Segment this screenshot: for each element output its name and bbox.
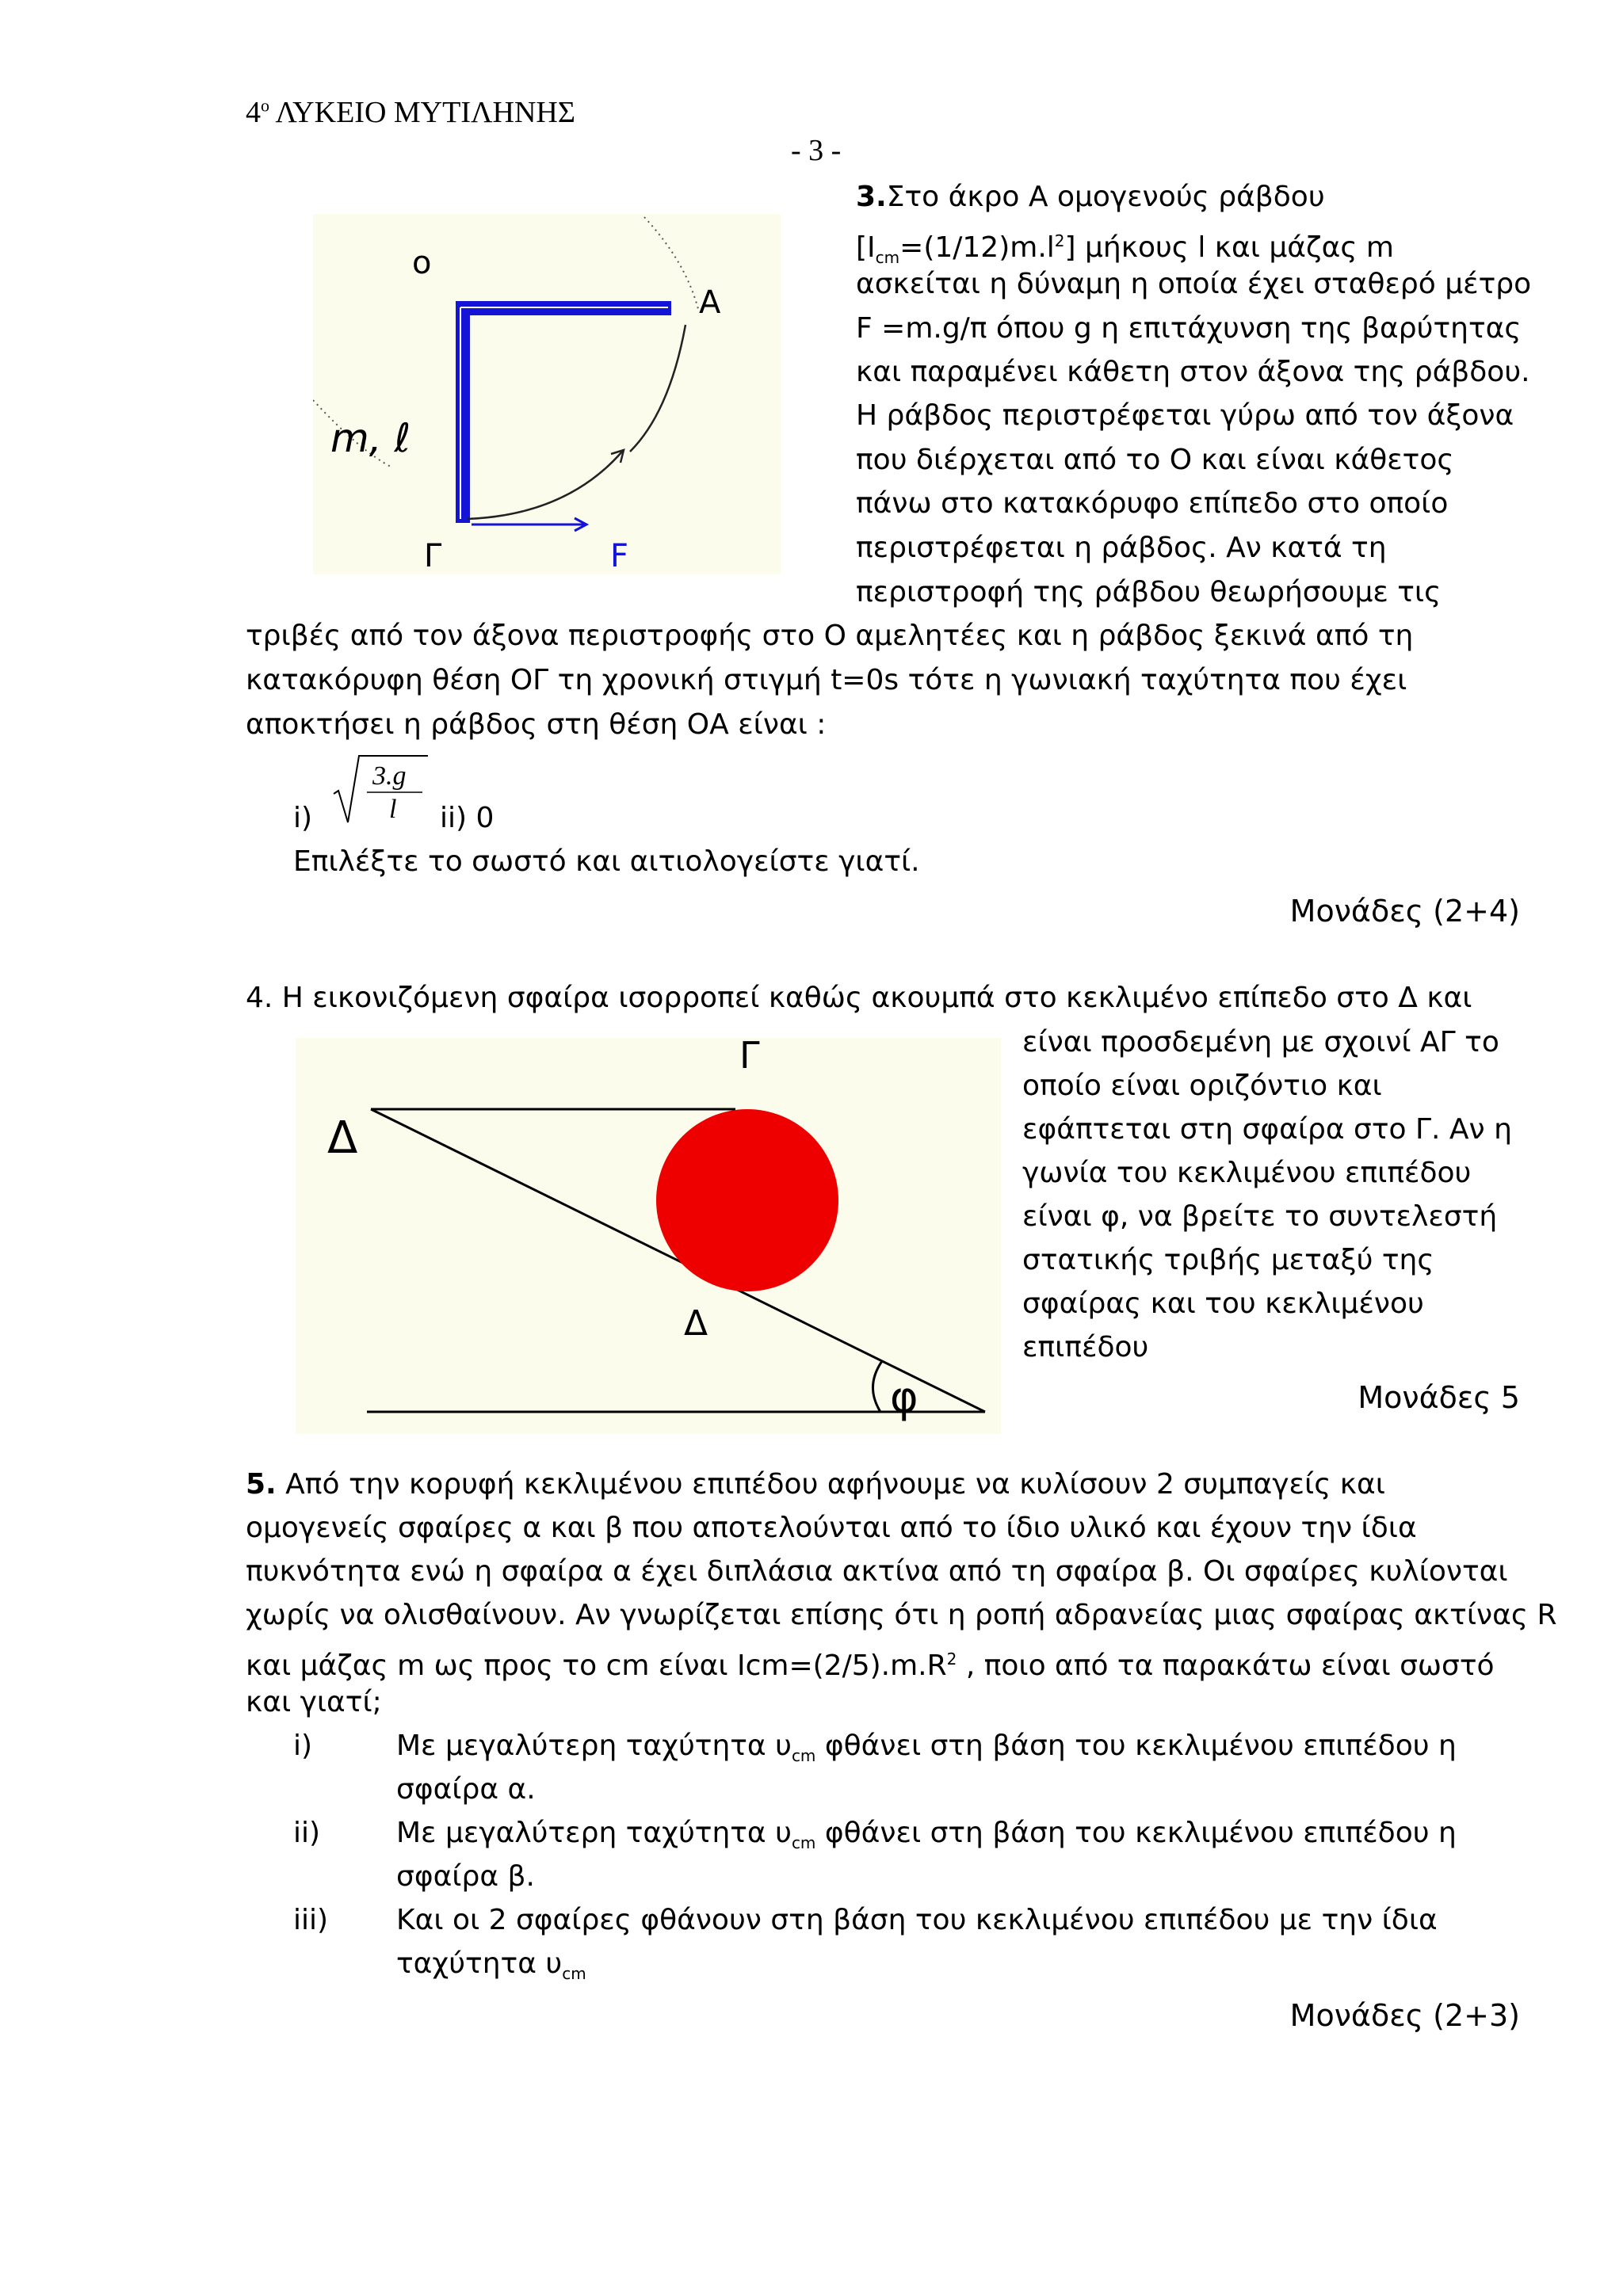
q3-full-line-2: κατακόρυφη θέση ΟΓ τη χρονική στιγμή t=0s τότε η γωνιακή ταχύτητα που έχει (246, 664, 1407, 696)
q5-line-4: χωρίς να ολισθαίνουν. Αν γνωρίζεται επίσης ότι η ροπή αδρανείας μιας σφαίρας ακτίνας R (246, 1599, 1557, 1631)
q4-line-6: στατικής τριβής μεταξύ της (1022, 1244, 1434, 1276)
sqrt-denominator: l (389, 795, 397, 824)
q5-option-iii-line2: ταχύτητα $\upsilon_{cm}$ (396, 1947, 586, 1984)
label-gamma: Γ (739, 1038, 760, 1077)
label-f: F (610, 538, 629, 574)
q3-line-3: ασκείται η δύναμη η οποία έχει σταθερό μέτρο (856, 268, 1532, 300)
q3-line-9: περιστρέφεται η ράβδος. Αν κατά τη (856, 532, 1387, 564)
label-delta-contact: Δ (684, 1303, 708, 1344)
q5-option-ii-num: ii) (293, 1817, 321, 1849)
q4-line-5: είναι φ, να βρείτε το συντελεστή (1022, 1200, 1498, 1233)
q3-option-i: i) (293, 802, 313, 834)
q4-line-2: οποίο είναι οριζόντιο και (1022, 1070, 1382, 1102)
q5-option-ii-text: Με μεγαλύτερη ταχύτητα $\upsilon_{cm}$ φθάνει στη βάση του κεκλιμένου επιπέδου η (396, 1817, 1457, 1853)
q5-marks: Μονάδες (2+3) (1289, 1998, 1520, 2033)
q4-line-7: σφαίρας και του κεκλιμένου (1022, 1287, 1424, 1320)
q4-line-1: είναι προσδεμένη με σχοινί ΑΓ το (1022, 1026, 1499, 1058)
q3-line-7: που διέρχεται από το Ο και είναι κάθετος (856, 444, 1454, 476)
q3-line-1: 3.Στο άκρο Α ομογενούς ράβδου (856, 181, 1325, 213)
q5-line-5: και μάζας m ως προς το cm είναι $Icm=(2/5).m.R^2$ , ποιο από τα παρακάτω είναι σωστό (246, 1650, 1495, 1682)
q5-line-2: ομογενείς σφαίρες α και β που αποτελούνται από το ίδιο υλικό και έχουν την ίδια (246, 1512, 1417, 1544)
sqrt-expression (329, 745, 432, 832)
q3-instruction: Επιλέξτε το σωστό και αιτιολογείστε γιατί. (293, 845, 920, 878)
q4-line-8: επιπέδου (1022, 1331, 1149, 1363)
q3-line-8: πάνω στο κατακόρυφο επίπεδο στο οποίο (856, 487, 1449, 520)
school-header: $4^o$ ΛΥΚΕΙΟ ΜΥΤΙΛΗΝΗΣ (246, 95, 575, 129)
q3-line-4: F =m.g/π όπου g η επιτάχυνση της βαρύτητας (856, 312, 1522, 345)
q4-line-4: γωνία του κεκλιμένου επιπέδου (1022, 1157, 1472, 1189)
label-a: Α (699, 284, 721, 321)
label-o: ο (412, 245, 432, 281)
q5-option-i-num: i) (293, 1730, 313, 1762)
q5-option-i-text: Με μεγαλύτερη ταχύτητα $\upsilon_{cm}$ φθάνει στη βάση του κεκλιμένου επιπέδου η (396, 1730, 1457, 1766)
sqrt-numerator: 3.g (372, 761, 407, 791)
q3-full-line-3: αποκτήσει η ράβδος στη θέση ΟΑ είναι : (246, 708, 827, 741)
q3-line-10: περιστροφή της ράβδου θεωρήσουμε τις (856, 576, 1442, 608)
q5-option-i-line2: σφαίρα α. (396, 1773, 536, 1806)
q5-line-6: και γιατί; (246, 1686, 382, 1718)
q5-option-iii-num: iii) (293, 1904, 329, 1936)
q5-line-3: πυκνότητα ενώ η σφαίρα α έχει διπλάσια ακτίνα από τη σφαίρα β. Οι σφαίρες κυλίονται (246, 1555, 1508, 1588)
page-number: - 3 - (791, 134, 842, 167)
q4-marks: Μονάδες 5 (1358, 1380, 1520, 1415)
label-delta-left: Δ (327, 1112, 358, 1164)
q4-line-3: εφάπτεται στη σφαίρα στο Γ. Αν η (1022, 1113, 1512, 1146)
label-g: Γ (424, 538, 442, 574)
label-ml: m, ℓ (330, 415, 411, 461)
q3-option-ii: ii) 0 (440, 802, 495, 834)
label-phi: φ (890, 1372, 918, 1422)
q5-option-iii-text: Και οι 2 σφαίρες φθάνουν στη βάση του κεκλιμένου επιπέδου με την ίδια (396, 1904, 1438, 1936)
q3-line-6: Η ράβδος περιστρέφεται γύρω από τον άξονα (856, 399, 1514, 432)
q5-option-ii-line2: σφαίρα β. (396, 1860, 535, 1893)
q5-line-1: 5. Από την κορυφή κεκλιμένου επιπέδου αφήνουμε να κυλίσουν 2 συμπαγείς και (246, 1468, 1385, 1501)
q4-first-line: 4. Η εικονιζόμενη σφαίρα ισορροπεί καθώς ακουμπά στο κεκλιμένο επίπεδο στο Δ και (246, 982, 1472, 1014)
q3-marks: Μονάδες (2+4) (1289, 894, 1520, 929)
q4-figure (296, 1038, 1001, 1434)
q3-line-2: $[I_{cm}=(1/12)m.l^2]$ μήκους l και μάζας m (856, 231, 1394, 268)
q3-figure (313, 214, 781, 574)
red-sphere (656, 1109, 838, 1291)
q3-line-5: και παραμένει κάθετη στον άξονα της ράβδου. (856, 356, 1530, 388)
q3-full-line-1: τριβές από τον άξονα περιστροφής στο Ο αμελητέες και η ράβδος ξεκινά από τη (246, 620, 1414, 652)
